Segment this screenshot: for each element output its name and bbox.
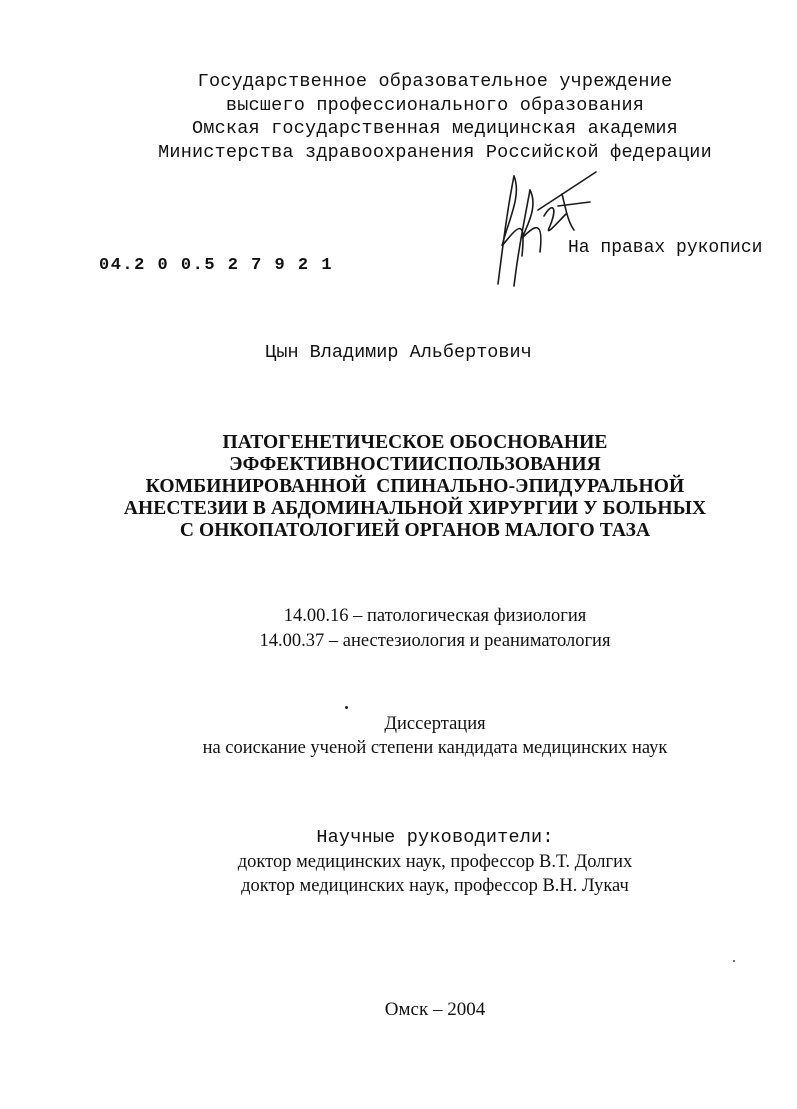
- dissertation-title: [80, 432, 750, 542]
- specialty-line: 14.00.16 – патологическая физиология: [283, 606, 587, 626]
- title-line: ЭФФЕКТИВНОСТИИСПОЛЬЗОВАНИЯ: [229, 454, 601, 475]
- degree-line: на соискание ученой степени кандидата медицинских наук: [202, 738, 668, 758]
- institution-line: Министерства здравоохранения Российской федерации: [158, 141, 712, 163]
- author-name: Цын Владимир Альбертович: [265, 342, 532, 363]
- institution-line: Государственное образовательное учреждение: [197, 71, 673, 92]
- specialty-line: 14.00.37 – анестезиология и реаниматология: [259, 631, 611, 651]
- signature-icon: [478, 166, 608, 296]
- title-line: КОМБИНИРОВАННОЙ СПИНАЛЬНО-ЭПИДУРАЛЬНОЙ: [145, 476, 685, 497]
- stamp-number: 04.2 0 0.5 2 7 9 2 1: [99, 256, 334, 275]
- specialty-codes: [0, 604, 797, 654]
- institution-line: Омская государственная медицинская академия: [192, 118, 678, 139]
- dissertation-label: Диссертация: [384, 714, 486, 734]
- advisor-line: доктор медицинских наук, профессор В.Н. Лукач: [241, 876, 629, 896]
- title-line: АНЕСТЕЗИИ В АБДОМИНАЛЬНОЙ ХИРУРГИИ У БОЛЬНЫХ: [123, 498, 707, 519]
- dissertation-block: [0, 712, 797, 760]
- scan-speck: [733, 960, 735, 962]
- title-line: ПАТОГЕНЕТИЧЕСКОЕ ОБОСНОВАНИЕ: [222, 432, 608, 453]
- scan-speck: [345, 706, 348, 709]
- advisor-line: доктор медицинских наук, профессор В.Т. Долгих: [237, 852, 633, 872]
- title-line: С ОНКОПАТОЛОГИЕЙ ОРГАНОВ МАЛОГО ТАЗА: [179, 520, 651, 541]
- institution-header: [120, 70, 750, 164]
- advisors-heading: Научные руководители:: [316, 827, 554, 848]
- institution-line: высшего профессионального образования: [225, 94, 645, 116]
- rights-notice: На правах рукописи: [568, 238, 763, 258]
- place-year: Омск – 2004: [384, 999, 486, 1020]
- advisors-block: [0, 826, 797, 898]
